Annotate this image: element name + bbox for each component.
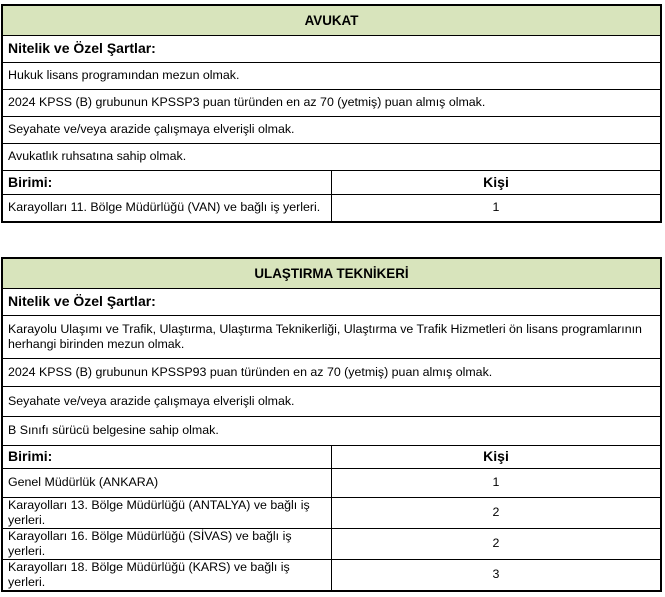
qualification-item: 2024 KPSS (B) grubunun KPSSP3 puan türünden en az 70 (yetmiş) puan almış olmak.: [2, 89, 661, 116]
unit-name: Karayolları 16. Bölge Müdürlüğü (SİVAS) ve bağlı iş yerleri.: [2, 528, 332, 559]
qualification-item: Avukatlık ruhsatına sahip olmak.: [2, 143, 661, 170]
count-header: Kişi: [332, 445, 662, 468]
qualifications-header: Nitelik ve Özel Şartlar:: [2, 35, 661, 62]
unit-name: Karayolları 18. Bölge Müdürlüğü (KARS) ve bağlı iş yerleri.: [2, 559, 332, 591]
unit-name: Karayolları 11. Bölge Müdürlüğü (VAN) ve bağlı iş yerleri.: [2, 194, 332, 222]
qualification-item: Karayolu Ulaşımı ve Trafik, Ulaştırma, Ulaştırma Teknikerliği, Ulaştırma ve Trafik Hizmetleri ön lisans programlarının herhangi birinden mezun olmak.: [2, 315, 661, 358]
qualification-item: 2024 KPSS (B) grubunun KPSSP93 puan türünden en az 70 (yetmiş) puan almış olmak.: [2, 358, 661, 386]
unit-count: 1: [332, 194, 662, 222]
position-table-ulastirma-teknikeri: [1, 257, 662, 592]
unit-name: Karayolları 13. Bölge Müdürlüğü (ANTALYA) ve bağlı iş yerleri.: [2, 497, 332, 528]
unit-name: Genel Müdürlük (ANKARA): [2, 468, 332, 497]
unit-header: Birimi:: [2, 445, 332, 468]
unit-count: 1: [332, 468, 662, 497]
qualification-item: Seyahate ve/veya arazide çalışmaya elverişli olmak.: [2, 386, 661, 416]
qualification-item: Hukuk lisans programından mezun olmak.: [2, 62, 661, 89]
unit-header: Birimi:: [2, 170, 332, 194]
unit-count: 3: [332, 559, 662, 591]
qualification-item: B Sınıfı sürücü belgesine sahip olmak.: [2, 416, 661, 445]
qualifications-header: Nitelik ve Özel Şartlar:: [2, 288, 661, 315]
position-title: ULAŞTIRMA TEKNİKERİ: [2, 258, 661, 288]
unit-count: 2: [332, 528, 662, 559]
position-title: AVUKAT: [2, 5, 661, 35]
qualification-item: Seyahate ve/veya arazide çalışmaya elverişli olmak.: [2, 116, 661, 143]
unit-count: 2: [332, 497, 662, 528]
position-table-avukat: [1, 4, 662, 223]
count-header: Kişi: [332, 170, 662, 194]
